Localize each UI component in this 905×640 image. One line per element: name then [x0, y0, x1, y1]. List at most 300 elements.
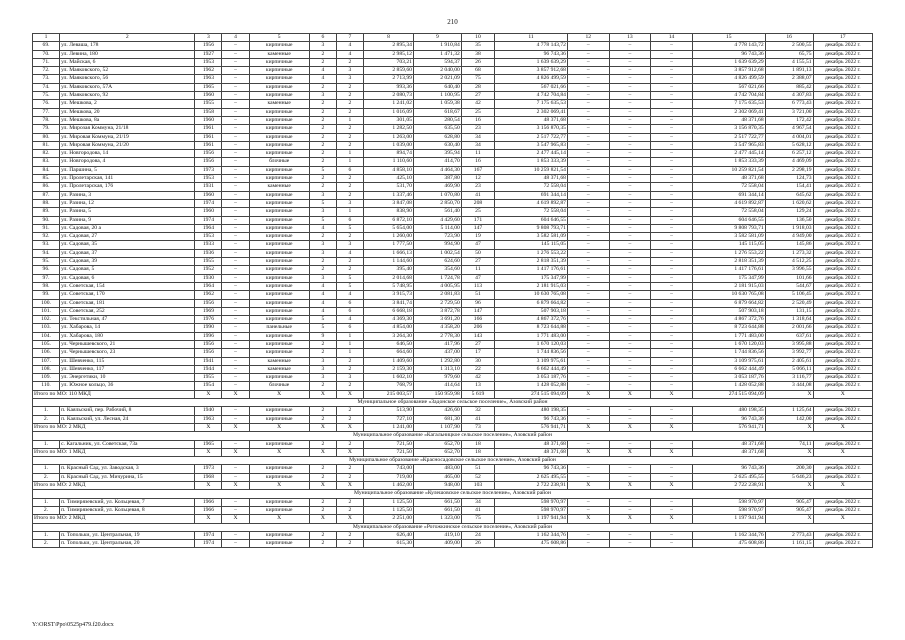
table-cell: 75	[461, 75, 494, 83]
table-cell: –	[651, 208, 693, 216]
table-cell: 16	[461, 158, 494, 166]
table-cell: декабрь 2022 г.	[813, 274, 872, 282]
table-cell: 4	[309, 224, 336, 232]
address-cell: ул. Маяковского, 92	[60, 92, 195, 100]
table-cell: 2	[309, 233, 336, 241]
table-cell: 23	[461, 125, 494, 133]
table-cell: –	[222, 58, 249, 66]
address-cell: п. Топольки, ул. Центральная, 19	[60, 531, 195, 539]
table-cell: 3	[336, 67, 363, 75]
table-cell: 47	[461, 241, 494, 249]
table-cell: –	[609, 316, 651, 324]
table-cell: –	[222, 83, 249, 91]
table-cell: декабрь 2022 г.	[813, 50, 872, 58]
table-cell: 2	[309, 108, 336, 116]
table-cell: –	[222, 316, 249, 324]
table-cell: 1941	[195, 357, 222, 365]
table-cell: декабрь 2022 г.	[813, 83, 872, 91]
table-cell: 26	[461, 58, 494, 66]
table-cell: 2	[336, 531, 363, 539]
table-cell: 691 344,14	[692, 191, 765, 199]
table-cell: 6	[336, 299, 363, 307]
table-cell: 2	[336, 465, 363, 473]
table-cell: 4	[336, 316, 363, 324]
table-cell: 646,50	[363, 340, 413, 348]
table-cell: –	[651, 125, 693, 133]
table-cell: 3 053 187,76	[495, 374, 568, 382]
table-cell: 4 826 499,59	[495, 75, 568, 83]
address-cell: ул. Советская, 154	[60, 282, 195, 290]
subtotal-cell: X	[309, 448, 336, 456]
table-cell: –	[609, 506, 651, 514]
table-cell: 1958	[195, 108, 222, 116]
subtotal-label: Итого по МО: 2 МКД	[33, 515, 195, 523]
table-row	[33, 415, 873, 423]
table-cell: 2	[336, 506, 363, 514]
subtotal-row	[33, 515, 873, 523]
table-cell: 3 841,74	[363, 299, 413, 307]
table-cell: 5 114,00	[413, 224, 461, 232]
subtotal-cell: 576 941,71	[495, 423, 568, 431]
table-cell: 143	[461, 332, 494, 340]
table-cell: 50	[461, 249, 494, 257]
table-cell: –	[222, 332, 249, 340]
table-cell: –	[651, 365, 693, 373]
table-cell: 3 691,20	[413, 316, 461, 324]
table-cell: 1	[336, 158, 363, 166]
table-cell: 131,15	[765, 307, 813, 315]
table-cell: 3 915,73	[363, 291, 413, 299]
table-cell: 11	[461, 266, 494, 274]
address-cell: ул. Пролетарская, 141	[60, 175, 195, 183]
subtotal-cell: 2 722 238,91	[692, 482, 765, 490]
table-cell: 1955	[195, 374, 222, 382]
subtotal-cell: 274 515 094,09	[692, 390, 765, 398]
table-cell: 2 302 069,41	[495, 108, 568, 116]
table-cell: –	[222, 67, 249, 75]
table-cell: 105.	[33, 340, 60, 348]
address-cell: ул. Садовая, 6	[60, 274, 195, 282]
table-cell: 147	[461, 224, 494, 232]
table-cell: 598 970,97	[692, 506, 765, 514]
table-cell: 75.	[33, 92, 60, 100]
table-cell: декабрь 2022 г.	[813, 498, 872, 506]
table-cell: кирпичные	[249, 116, 309, 124]
table-row	[33, 349, 873, 357]
table-cell: 1 853 333,39	[495, 158, 568, 166]
table-row	[33, 191, 873, 199]
table-cell: 2	[336, 233, 363, 241]
table-cell: 3	[309, 365, 336, 373]
subtotal-row	[33, 423, 873, 431]
table-cell: кирпичные	[249, 440, 309, 448]
table-cell: –	[222, 108, 249, 116]
table-cell: 42	[461, 374, 494, 382]
table-cell: 9 808 793,71	[495, 224, 568, 232]
table-cell: 1974	[195, 216, 222, 224]
table-cell: –	[222, 357, 249, 365]
address-cell: ул. Мешкова, 2	[60, 100, 195, 108]
table-cell: –	[567, 374, 609, 382]
table-cell: кирпичные	[249, 415, 309, 423]
table-cell: 32	[461, 407, 494, 415]
table-cell: кирпичные	[249, 540, 309, 548]
subtotal-label: Итого по МО: 2 МКД	[33, 482, 195, 490]
table-cell: –	[609, 208, 651, 216]
table-cell: 8 723 644,88	[692, 324, 765, 332]
address-cell: ул. Разина, 5	[60, 208, 195, 216]
table-row	[33, 407, 873, 415]
table-cell: 1 162 344,76	[495, 531, 568, 539]
table-cell: –	[567, 42, 609, 50]
table-row	[33, 506, 873, 514]
table-cell: каменные	[249, 50, 309, 58]
table-cell: 721,50	[363, 440, 413, 448]
table-cell: 5 628,12	[765, 141, 813, 149]
table-cell: 200,30	[765, 465, 813, 473]
table-cell: декабрь 2022 г.	[813, 133, 872, 141]
table-cell: –	[651, 133, 693, 141]
table-cell: 3 053 187,76	[692, 374, 765, 382]
table-cell: –	[651, 150, 693, 158]
address-cell: ул. Советская, 170	[60, 291, 195, 299]
address-cell: ул. Садовая, 39	[60, 258, 195, 266]
table-cell: –	[567, 125, 609, 133]
column-number: 4	[222, 34, 249, 42]
table-cell: декабрь 2022 г.	[813, 42, 872, 50]
subtotal-cell: X	[765, 390, 813, 398]
table-cell: 1 620,62	[765, 199, 813, 207]
table-cell: –	[222, 374, 249, 382]
table-cell: 2	[336, 83, 363, 91]
table-cell: декабрь 2022 г.	[813, 473, 872, 481]
table-cell: 77.	[33, 108, 60, 116]
table-row	[33, 258, 873, 266]
table-cell: –	[651, 175, 693, 183]
table-cell: 145,86	[765, 241, 813, 249]
table-cell: 475 608,86	[495, 540, 568, 548]
table-cell: –	[609, 199, 651, 207]
table-cell: декабрь 2022 г.	[813, 365, 872, 373]
table-cell: 76.	[33, 100, 60, 108]
table-cell: декабрь 2022 г.	[813, 540, 872, 548]
subtotal-cell: 18	[461, 448, 494, 456]
table-cell: 4 155,51	[765, 58, 813, 66]
table-cell: 561,40	[413, 208, 461, 216]
address-cell: ул. Садовая, 37	[60, 249, 195, 257]
column-number: 3	[195, 34, 222, 42]
table-cell: 1 260,00	[363, 233, 413, 241]
table-cell: декабрь 2022 г.	[813, 465, 872, 473]
table-cell: –	[222, 183, 249, 191]
table-row	[33, 498, 873, 506]
table-cell: 12	[461, 175, 494, 183]
subtotal-cell: X	[567, 482, 609, 490]
table-cell: –	[222, 224, 249, 232]
section-heading-row	[33, 457, 873, 465]
table-cell: 1974	[195, 540, 222, 548]
address-cell: ул. Хабарова, 180	[60, 332, 195, 340]
table-cell: 1956	[195, 158, 222, 166]
table-cell: –	[609, 125, 651, 133]
table-cell: 72.	[33, 67, 60, 75]
table-cell: 4	[309, 75, 336, 83]
table-cell: 2	[309, 175, 336, 183]
subtotal-cell: X	[765, 482, 813, 490]
table-cell: –	[651, 374, 693, 382]
table-cell: 1956	[195, 150, 222, 158]
table-cell: 3 582 581,09	[495, 233, 568, 241]
table-cell: 2 001,66	[765, 324, 813, 332]
table-cell: 2 625 495,55	[692, 473, 765, 481]
table-cell: 1.	[33, 531, 60, 539]
table-cell: 145 115,05	[692, 241, 765, 249]
table-cell: –	[651, 316, 693, 324]
table-cell: 129,24	[765, 208, 813, 216]
table-cell: –	[567, 116, 609, 124]
table-cell: 2	[309, 349, 336, 357]
table-cell: 3	[309, 208, 336, 216]
table-cell: 1 771 483,00	[692, 332, 765, 340]
table-cell: 103.	[33, 324, 60, 332]
table-cell: –	[222, 216, 249, 224]
table-cell: кирпичные	[249, 506, 309, 514]
column-number: 15	[692, 34, 765, 42]
subtotal-cell: X	[609, 482, 651, 490]
table-cell: 1 918,03	[765, 224, 813, 232]
table-cell: 652,70	[413, 440, 461, 448]
table-cell: 1990	[195, 324, 222, 332]
table-row	[33, 282, 873, 290]
table-cell: 3 109 975,61	[495, 357, 568, 365]
table-cell: кирпичные	[249, 473, 309, 481]
table-cell: 3 582 581,09	[692, 233, 765, 241]
table-cell: –	[222, 365, 249, 373]
table-cell: кирпичные	[249, 282, 309, 290]
table-cell: 1 639 639,29	[495, 58, 568, 66]
table-cell: 1 241,02	[363, 100, 413, 108]
table-cell: 19	[461, 233, 494, 241]
subtotal-cell: 721,50	[363, 448, 413, 456]
subtotal-cell: 576 941,71	[692, 423, 765, 431]
table-cell: блочные	[249, 158, 309, 166]
table-row	[33, 473, 873, 481]
table-cell: 3	[309, 92, 336, 100]
table-cell: –	[651, 249, 693, 257]
table-cell: 1 639 639,29	[692, 58, 765, 66]
table-cell: 96 743,36	[692, 465, 765, 473]
table-cell: –	[567, 365, 609, 373]
table-cell: 27	[461, 340, 494, 348]
table-cell: 469,90	[413, 183, 461, 191]
table-cell: 2	[336, 357, 363, 365]
table-cell: 1 666,13	[363, 249, 413, 257]
table-cell: 3	[309, 249, 336, 257]
subtotal-cell: 48 371,68	[495, 448, 568, 456]
table-cell: 100.	[33, 299, 60, 307]
table-cell: –	[651, 224, 693, 232]
table-cell: 2	[309, 440, 336, 448]
table-cell: –	[567, 465, 609, 473]
table-cell: –	[609, 440, 651, 448]
section-heading: Муниципальное образование «Рогожкинское сельское поселение», Азовский район	[33, 523, 873, 531]
table-cell: 3	[309, 42, 336, 50]
column-number: 12	[567, 34, 609, 42]
table-cell: 993,36	[363, 83, 413, 91]
table-cell: 35	[461, 42, 494, 50]
table-cell: –	[609, 349, 651, 357]
subtotal-cell: X	[813, 423, 872, 431]
table-cell: 513,90	[363, 407, 413, 415]
table-cell: 79.	[33, 125, 60, 133]
table-cell: 4	[309, 307, 336, 315]
table-cell: 2	[336, 133, 363, 141]
address-cell: ул. Мирозая Коммуна, 21/18	[60, 125, 195, 133]
table-cell: 2 021,09	[413, 75, 461, 83]
table-cell: 1976	[195, 316, 222, 324]
table-row	[33, 374, 873, 382]
address-cell: п. Каяльский, ул. Лесная, 24	[60, 415, 195, 423]
table-cell: 598 970,97	[495, 498, 568, 506]
address-cell: ул. Хабарова, 14	[60, 324, 195, 332]
table-row	[33, 141, 873, 149]
table-cell: –	[651, 233, 693, 241]
address-cell: ул. Мешкова, 20	[60, 108, 195, 116]
table-cell: –	[651, 83, 693, 91]
address-cell: ул. Мировая Коммуна, 21/19	[60, 133, 195, 141]
table-row	[33, 183, 873, 191]
table-cell: –	[651, 274, 693, 282]
address-cell: ул. Южное кольцо, 36	[60, 382, 195, 390]
address-cell: ул. Мировая Коммуна, 21/20	[60, 141, 195, 149]
table-cell: 2	[336, 407, 363, 415]
table-cell: –	[651, 42, 693, 50]
subtotal-cell: 1 197 941,94	[495, 515, 568, 523]
table-row	[33, 249, 873, 257]
table-row	[33, 50, 873, 58]
table-cell: 5 066,11	[765, 365, 813, 373]
table-cell: 18	[461, 440, 494, 448]
subtotal-cell: 1 462,00	[363, 482, 413, 490]
table-cell: 3	[309, 374, 336, 382]
table-cell: 2 388,07	[765, 75, 813, 83]
subtotal-cell: 215 003,57	[363, 390, 413, 398]
table-cell: 1966	[195, 506, 222, 514]
table-cell: 2	[336, 473, 363, 481]
section-heading: Муниципальное образование «Кулешовское сельское поселение», Азовский район	[33, 490, 873, 498]
table-cell: 1927	[195, 50, 222, 58]
table-cell: –	[567, 382, 609, 390]
table-cell: 2	[309, 540, 336, 548]
table-cell: 10 630 765,08	[495, 291, 568, 299]
table-cell: 1 409,60	[363, 357, 413, 365]
table-cell: 1 161,15	[765, 540, 813, 548]
table-cell: 1954	[195, 382, 222, 390]
address-cell: ул. Чернышевского, 21	[60, 340, 195, 348]
address-cell: ул. Советская, 181	[60, 299, 195, 307]
table-cell: кирпичные	[249, 216, 309, 224]
table-cell: 4 619 892,87	[692, 199, 765, 207]
table-cell: 979,60	[413, 374, 461, 382]
address-cell: ул. Маяковского, 57А	[60, 83, 195, 91]
table-cell: 87.	[33, 191, 60, 199]
subtotal-cell: X	[222, 423, 249, 431]
table-cell: 101.	[33, 307, 60, 315]
table-cell: 208	[461, 199, 494, 207]
table-cell: –	[567, 266, 609, 274]
table-cell: –	[222, 382, 249, 390]
table-cell: кирпичные	[249, 166, 309, 174]
table-cell: –	[567, 50, 609, 58]
table-cell: –	[651, 340, 693, 348]
table-cell: –	[222, 233, 249, 241]
table-cell: –	[609, 299, 651, 307]
table-cell: –	[651, 465, 693, 473]
subtotal-cell: X	[336, 482, 363, 490]
table-cell: 3	[309, 357, 336, 365]
address-cell: ул. Садовая, 27	[60, 233, 195, 241]
table-cell: 2 477 445,14	[495, 150, 568, 158]
table-cell: кирпичные	[249, 191, 309, 199]
table-cell: 681,30	[413, 415, 461, 423]
table-cell: 1956	[195, 349, 222, 357]
table-cell: 425,10	[363, 175, 413, 183]
table-cell: 1973	[195, 465, 222, 473]
table-cell: 1	[336, 116, 363, 124]
table-cell: кирпичные	[249, 92, 309, 100]
table-cell: –	[567, 307, 609, 315]
table-cell: 4 778 143,72	[692, 42, 765, 50]
table-cell: 2 477 445,14	[692, 150, 765, 158]
table-cell: –	[609, 116, 651, 124]
table-cell: –	[651, 266, 693, 274]
table-cell: 1960	[195, 116, 222, 124]
table-cell: кирпичные	[249, 75, 309, 83]
subtotal-cell: X	[222, 482, 249, 490]
table-cell: –	[222, 92, 249, 100]
table-cell: –	[609, 216, 651, 224]
table-cell: –	[609, 191, 651, 199]
table-cell: –	[567, 133, 609, 141]
subtotal-cell: X	[222, 515, 249, 523]
table-cell: 3	[309, 191, 336, 199]
table-cell: 354,60	[413, 266, 461, 274]
table-cell: 172,42	[765, 116, 813, 124]
table-cell: 10 259 821,54	[495, 166, 568, 174]
table-cell: 38	[461, 50, 494, 58]
table-cell: –	[651, 67, 693, 75]
column-number: 6	[309, 34, 336, 42]
table-cell: 475 608,86	[692, 540, 765, 548]
table-cell: 768,79	[363, 382, 413, 390]
table-cell: 2 520,49	[765, 299, 813, 307]
table-cell: 1 777,50	[363, 241, 413, 249]
table-cell: 10 630 765,08	[692, 291, 765, 299]
table-cell: 1 670 120,03	[495, 340, 568, 348]
table-cell: –	[651, 183, 693, 191]
table-cell: –	[609, 50, 651, 58]
table-cell: 414,64	[413, 382, 461, 390]
table-cell: –	[222, 150, 249, 158]
table-cell: декабрь 2022 г.	[813, 282, 872, 290]
table-cell: 1	[336, 332, 363, 340]
table-row	[33, 175, 873, 183]
table-cell: 166	[461, 316, 494, 324]
table-cell: 5	[336, 224, 363, 232]
table-cell: 2	[336, 266, 363, 274]
subtotal-cell: X	[249, 390, 309, 398]
table-cell: –	[222, 299, 249, 307]
